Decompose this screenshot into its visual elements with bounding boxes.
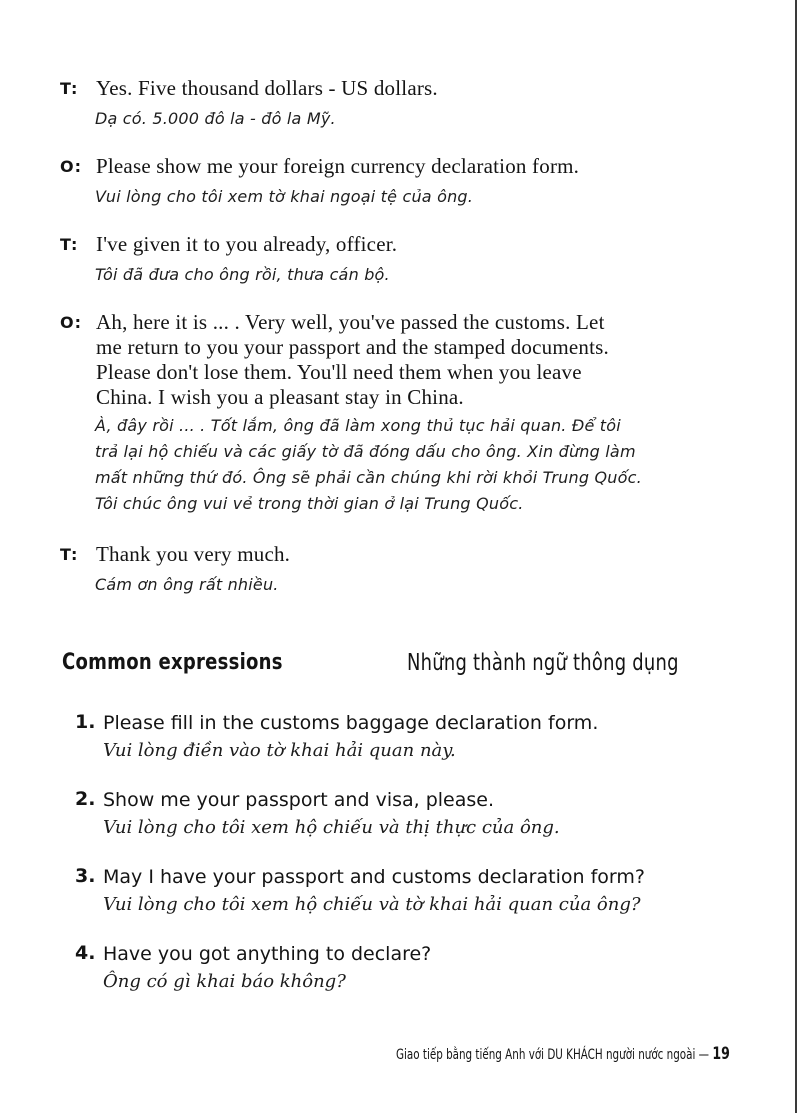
expression-english: Please fill in the customs baggage declaration form. bbox=[103, 712, 599, 734]
running-title: Giao tiếp bằng tiếng Anh với DU KHÁCH người nước ngoài — bbox=[396, 1047, 710, 1063]
english-line: Yes. Five thousand dollars - US dollars. bbox=[96, 76, 438, 100]
expression-vietnamese: Ông có gì khai báo không? bbox=[103, 971, 346, 992]
section-title-vietnamese: Những thành ngữ thông dụng bbox=[407, 650, 679, 676]
english-line: Ah, here it is ... . Very well, you've passed the customs. Let bbox=[96, 310, 605, 334]
english-line: China. I wish you a pleasant stay in China. bbox=[96, 385, 464, 409]
vietnamese-line: trả lại hộ chiếu và các giấy tờ đã đóng dấu cho ông. Xin đừng làm bbox=[95, 442, 636, 461]
vietnamese-line: mất những thứ đó. Ông sẽ phải cần chúng khi rời khỏi Trung Quốc. bbox=[95, 468, 642, 487]
vietnamese-line: Cám ơn ông rất nhiều. bbox=[95, 575, 279, 594]
vietnamese-line: Vui lòng cho tôi xem tờ khai ngoại tệ của ông. bbox=[95, 187, 474, 206]
vietnamese-line: Tôi đã đưa cho ông rồi, thưa cán bộ. bbox=[95, 265, 390, 284]
expression-vietnamese: Vui lòng điền vào tờ khai hải quan này. bbox=[103, 740, 456, 761]
expression-number: 3. bbox=[75, 865, 96, 887]
page-edge-line bbox=[795, 0, 797, 1113]
expression-english: May I have your passport and customs declaration form? bbox=[103, 866, 645, 888]
section-title-english: Common expressions bbox=[62, 650, 283, 675]
speaker-label: T: bbox=[60, 545, 79, 564]
expression-english: Show me your passport and visa, please. bbox=[103, 789, 495, 811]
expression-number: 2. bbox=[75, 788, 96, 810]
page-footer bbox=[396, 1044, 730, 1064]
expression-english: Have you got anything to declare? bbox=[103, 943, 432, 965]
speaker-label: O: bbox=[60, 157, 82, 176]
english-line: Please don't lose them. You'll need them when you leave bbox=[96, 360, 582, 384]
speaker-label: T: bbox=[60, 79, 79, 98]
vietnamese-line: À, đây rồi ... . Tốt lắm, ông đã làm xong thủ tục hải quan. Để tôi bbox=[95, 416, 621, 435]
english-line: Please show me your foreign currency declaration form. bbox=[96, 154, 580, 178]
expression-number: 4. bbox=[75, 942, 96, 964]
page-number: 19 bbox=[712, 1044, 730, 1064]
english-line: me return to you your passport and the stamped documents. bbox=[96, 335, 609, 359]
expression-vietnamese: Vui lòng cho tôi xem hộ chiếu và thị thực của ông. bbox=[103, 817, 560, 838]
expression-number: 1. bbox=[75, 711, 96, 733]
speaker-label: O: bbox=[60, 313, 82, 332]
expression-vietnamese: Vui lòng cho tôi xem hộ chiếu và tờ khai hải quan của ông? bbox=[103, 894, 641, 915]
speaker-label: T: bbox=[60, 235, 79, 254]
english-line: I've given it to you already, officer. bbox=[96, 232, 398, 256]
english-line: Thank you very much. bbox=[96, 542, 291, 566]
vietnamese-line: Tôi chúc ông vui vẻ trong thời gian ở lại Trung Quốc. bbox=[95, 494, 524, 513]
vietnamese-line: Dạ có. 5.000 đô la - đô la Mỹ. bbox=[95, 109, 336, 128]
